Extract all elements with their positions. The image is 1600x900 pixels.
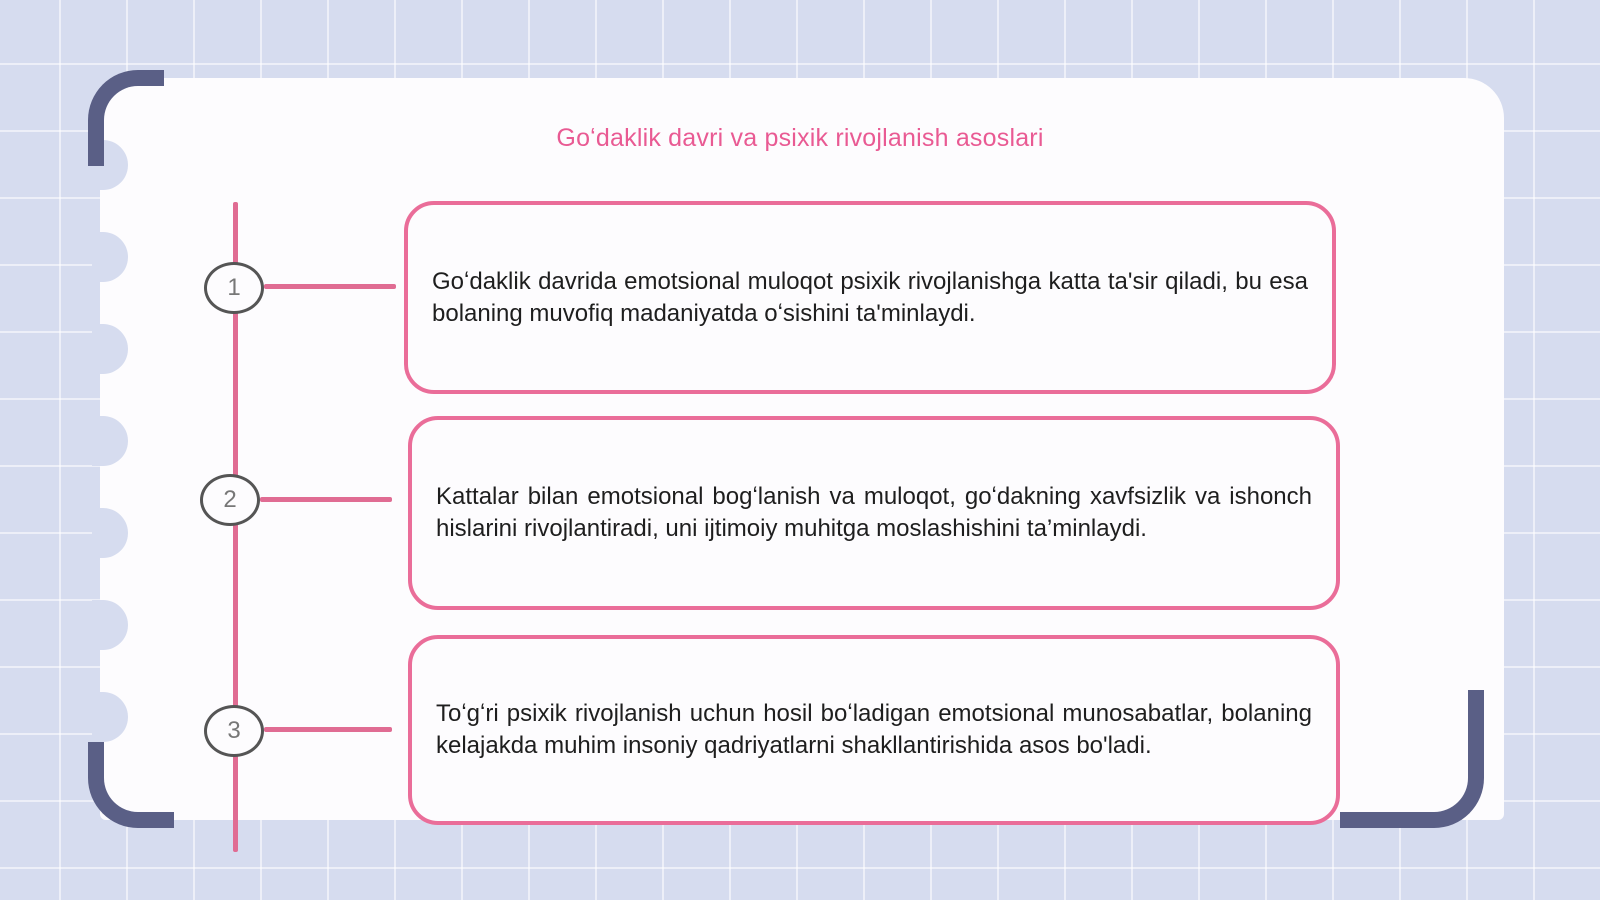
content-box-3 <box>408 635 1340 825</box>
marker-number: 2 <box>223 486 237 513</box>
frame-corner-top-left <box>88 70 164 166</box>
frame-corner-bottom-right <box>1340 690 1484 828</box>
edge-scallop <box>92 600 128 650</box>
content-box-2 <box>408 416 1340 610</box>
timeline-marker-2 <box>200 474 260 526</box>
timeline-connector-3 <box>264 727 392 732</box>
content-text: Toʻgʻri psixik rivojlanish uchun hosil boʻladigan emotsional munosabatlar, bolaning kelajakda muhim insoniy qadriyatlarni shakllantirishida asos bo'ladi. <box>436 700 1312 759</box>
timeline-connector-2 <box>260 497 392 502</box>
content-text: Kattalar bilan emotsional bogʻlanish va muloqot, goʻdakning xavfsizlik va ishonch hislarini rivojlantiradi, uni ijtimoiy muhitga moslashishini ta’minlaydi. <box>436 483 1312 542</box>
content-box-1 <box>404 201 1336 394</box>
marker-number: 1 <box>227 274 241 301</box>
edge-scallop <box>92 508 128 558</box>
edge-scallop <box>92 324 128 374</box>
marker-number: 3 <box>227 717 241 744</box>
timeline-marker-1 <box>204 262 264 314</box>
timeline-marker-3 <box>204 705 264 757</box>
edge-scallop <box>92 232 128 282</box>
edge-scallop <box>92 692 128 742</box>
timeline-connector-1 <box>264 284 396 289</box>
torn-edge-decoration <box>92 140 132 760</box>
edge-scallop <box>92 416 128 466</box>
content-text: Goʻdaklik davrida emotsional muloqot psixik rivojlanishga katta ta'sir qiladi, bu esa bolaning muvofiq madaniyatda oʻsishini ta'minlaydi. <box>432 267 1308 327</box>
slide-title: Goʻdaklik davri va psixik rivojlanish asoslari <box>556 124 1044 152</box>
